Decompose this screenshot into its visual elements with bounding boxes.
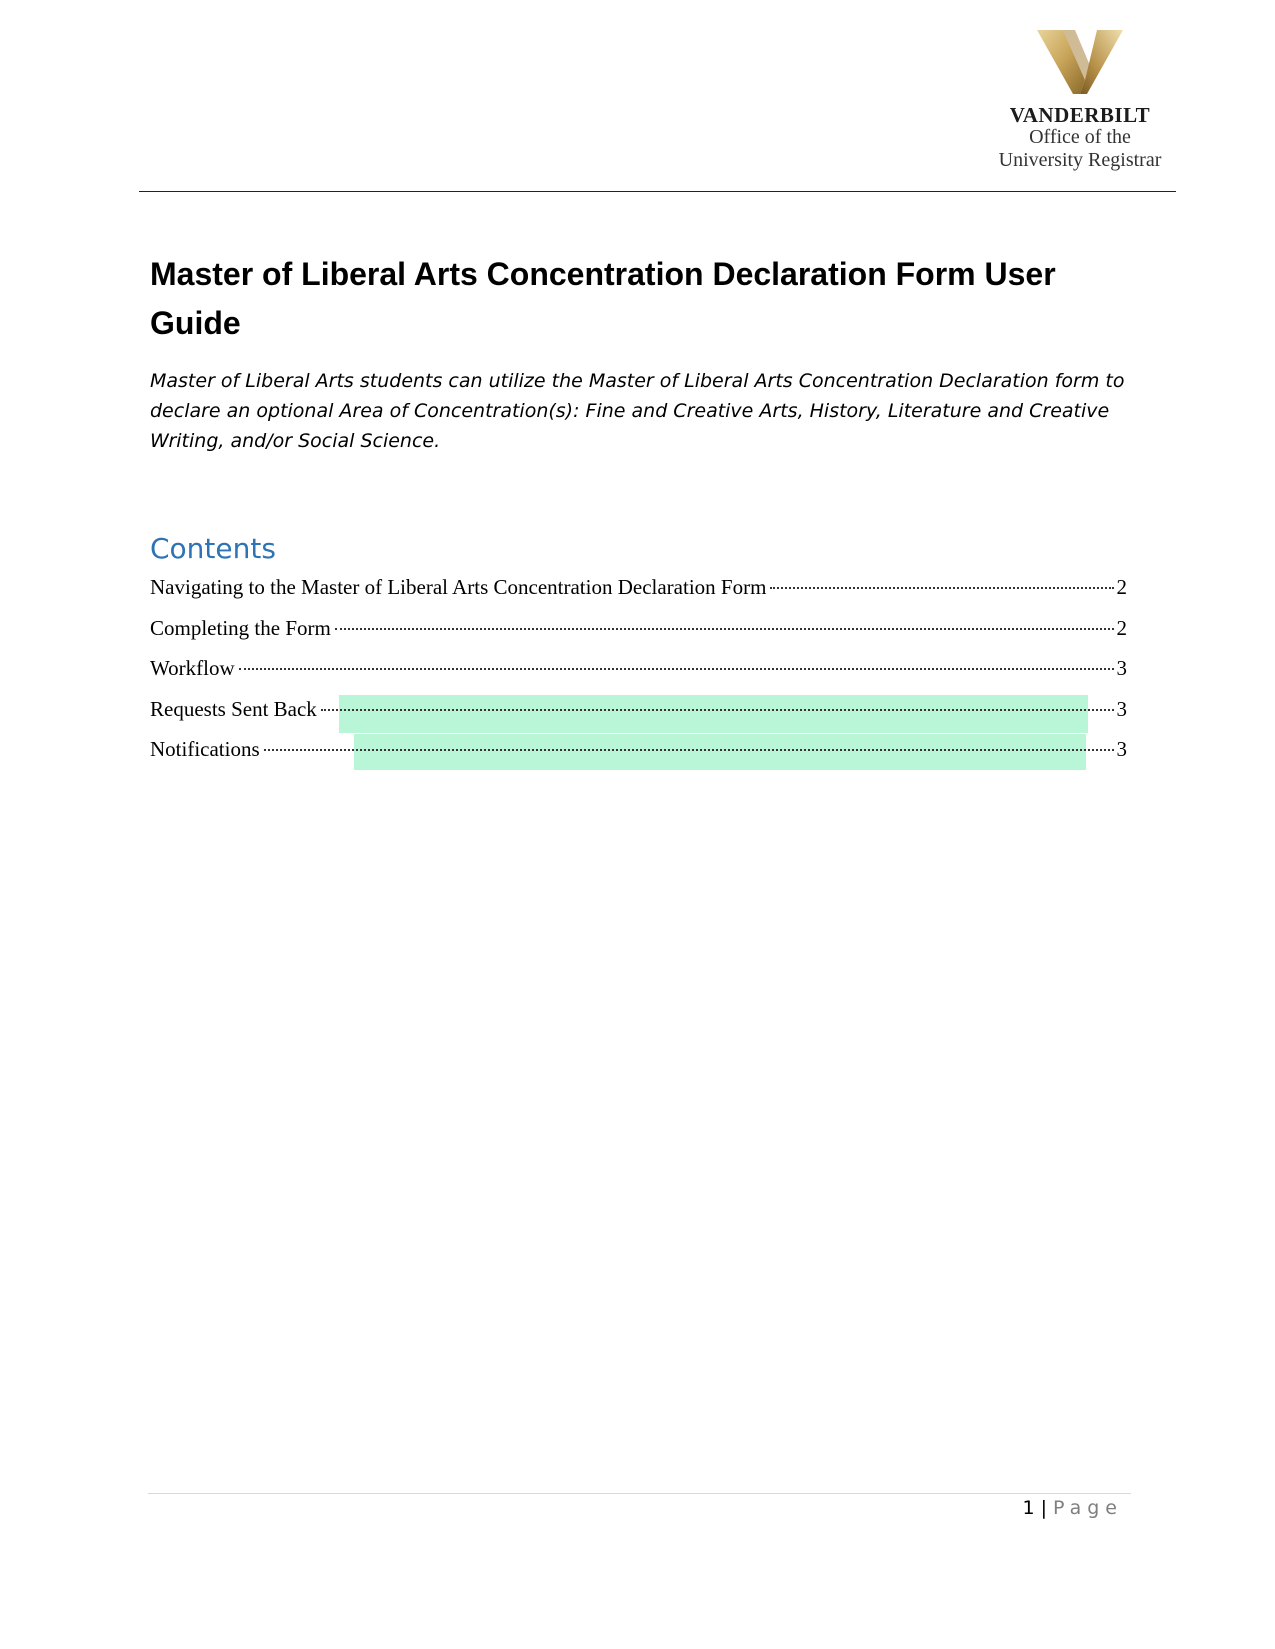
page-separator: | xyxy=(1040,1497,1047,1519)
toc-dot-leader xyxy=(321,709,1114,711)
text-highlight xyxy=(339,695,1088,733)
toc-entry-page[interactable]: 3 xyxy=(1116,656,1127,680)
toc-dot-leader xyxy=(264,749,1114,751)
toc-entry-label[interactable]: Completing the Form xyxy=(150,615,331,640)
page-footer xyxy=(1023,1497,1124,1519)
toc-entry-completing[interactable] xyxy=(150,616,1127,657)
footer-divider xyxy=(148,1493,1131,1494)
toc-entry-page[interactable]: 3 xyxy=(1116,696,1127,721)
toc-dot-leader xyxy=(335,628,1114,630)
toc-dot-leader xyxy=(770,587,1113,589)
toc-entry-notifications[interactable] xyxy=(150,737,1127,778)
toc-entry-label[interactable]: Requests Sent Back xyxy=(150,696,317,721)
toc-entry-page[interactable]: 2 xyxy=(1116,575,1127,599)
logo-name: VANDERBILT xyxy=(1009,103,1151,127)
toc-entry-page[interactable]: 3 xyxy=(1116,737,1127,761)
page-number: 1 xyxy=(1022,1497,1035,1519)
vanderbilt-registrar-logo xyxy=(985,28,1175,172)
page-word: Page xyxy=(1053,1497,1123,1519)
document-title: Master of Liberal Arts Concentration Declaration Form User Guide xyxy=(150,256,1056,341)
document-intro: Master of Liberal Arts students can utilize the Master of Liberal Arts Concentration Declaration form to declare an optional Area of Concentration(s): Fine and Creative Arts, History, Literature and Creative Writing, and/or Social Science. xyxy=(150,370,1125,452)
table-of-contents xyxy=(150,575,1127,778)
toc-entry-label[interactable]: Navigating to the Master of Liberal Arts Concentration Declaration Form xyxy=(150,575,767,599)
logo-subtitle-line-2: University Registrar xyxy=(998,149,1162,171)
toc-entry-requests-sent-back[interactable] xyxy=(150,697,1127,738)
text-highlight xyxy=(354,734,1086,770)
toc-entry-workflow[interactable] xyxy=(150,656,1127,697)
header-divider xyxy=(139,191,1176,192)
vanderbilt-v-logo-icon xyxy=(1035,28,1125,96)
toc-entry-navigating[interactable] xyxy=(150,575,1127,616)
toc-entry-label[interactable]: Workflow xyxy=(150,656,235,680)
toc-entry-label[interactable]: Notifications xyxy=(150,737,260,761)
toc-dot-leader xyxy=(239,668,1114,670)
logo-subtitle-line-1: Office of the xyxy=(1029,126,1131,148)
contents-heading: Contents xyxy=(150,532,276,565)
toc-entry-page[interactable]: 2 xyxy=(1116,615,1127,640)
